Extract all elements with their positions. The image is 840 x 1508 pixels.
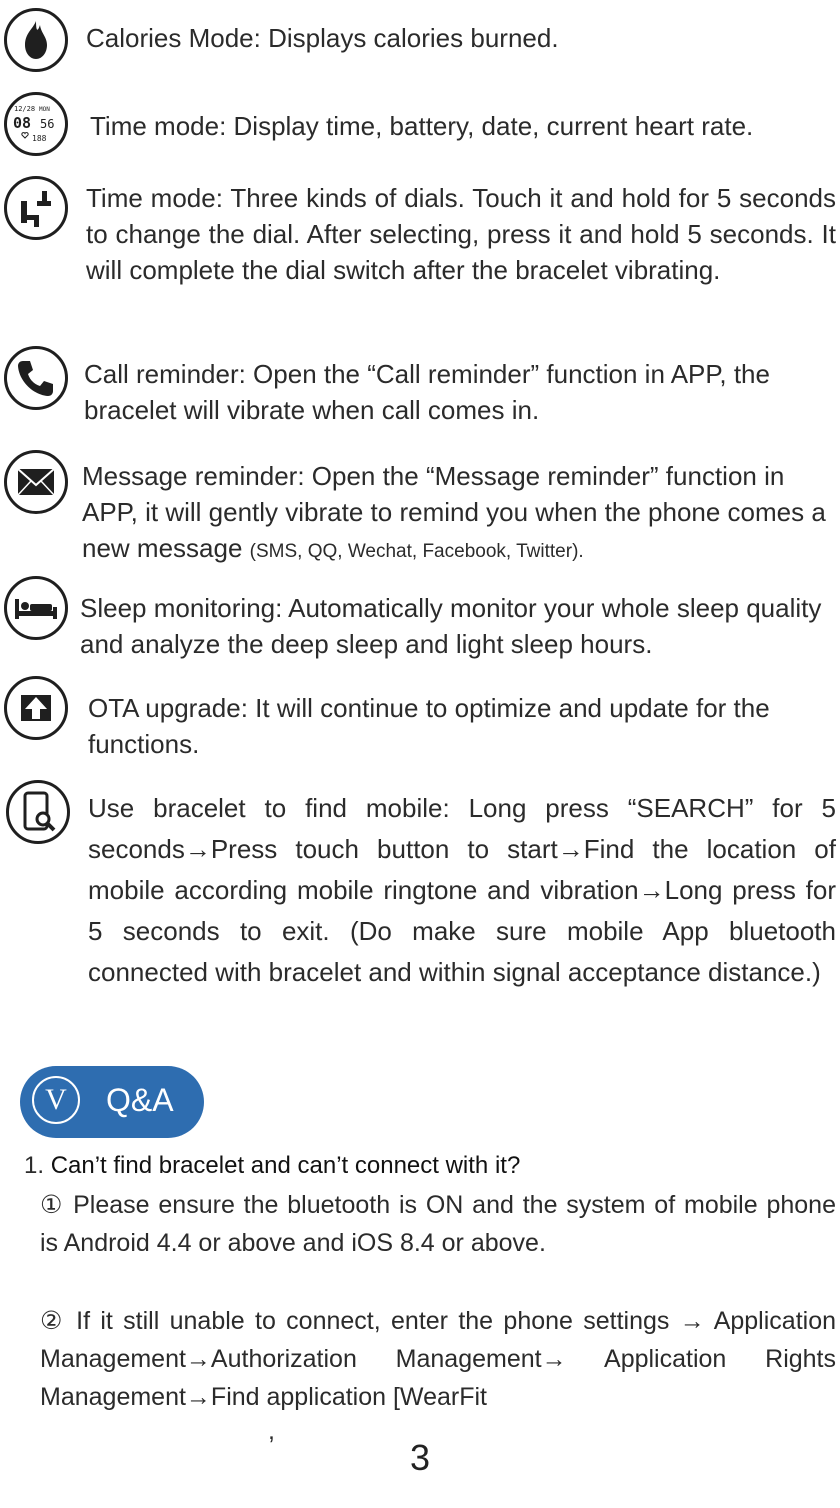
qa-answer-1: ① Please ensure the bluetooth is ON and the system of mobile phone is Android 4.4 or above and iOS 8.4 or above. bbox=[40, 1191, 836, 1257]
watch-hours: 08 bbox=[13, 114, 32, 132]
feature-text: Use bracelet to find mobile: Long press “SEARCH” for 5 seconds→Press touch button to start→Find the location of mobile according mobile ringtone and vibration→Long press for 5 seconds to exit. (Do make sure mobile App bluetooth connected with bracelet and within signal acceptance distance.) bbox=[88, 793, 836, 987]
sleep-bed-icon bbox=[4, 576, 68, 640]
upload-icon bbox=[4, 676, 68, 740]
stray-comma: , bbox=[268, 1417, 275, 1445]
watch-face-icon bbox=[4, 92, 68, 156]
envelope-icon bbox=[4, 450, 68, 514]
watch-heart-rate: 188 bbox=[32, 134, 47, 143]
qa-badge-letter: V bbox=[32, 1076, 80, 1124]
feature-text: Calories Mode: Displays calories burned. bbox=[86, 23, 559, 53]
question-number: 1. bbox=[24, 1152, 45, 1179]
qa-question bbox=[24, 1150, 520, 1182]
watch-weekday: MON bbox=[39, 106, 50, 113]
feature-text: Time mode: Three kinds of dials. Touch it and hold for 5 seconds to change the dial. After selecting, press it and hold 5 seconds. It will complete the dial switch after the bracelet vibrating. bbox=[86, 183, 836, 285]
phone-call-icon bbox=[4, 346, 68, 410]
find-phone-icon bbox=[6, 780, 70, 844]
qa-badge bbox=[20, 1066, 204, 1138]
feature-text: Call reminder: Open the “Call reminder” function in APP, the bracelet will vibrate when call comes in. bbox=[84, 359, 770, 425]
feature-text: Time mode: Display time, battery, date, current heart rate. bbox=[90, 111, 754, 141]
dial-switch-icon bbox=[4, 176, 68, 240]
watch-minutes: 56 bbox=[40, 117, 55, 131]
watch-date: 12/28 bbox=[14, 105, 36, 113]
question-text: Can’t find bracelet and can’t connect with it? bbox=[50, 1152, 521, 1179]
calories-icon bbox=[4, 8, 68, 72]
feature-text: Sleep monitoring: Automatically monitor your whole sleep quality and analyze the deep sleep and light sleep hours. bbox=[80, 593, 822, 659]
qa-answer-2: ② If it still unable to connect, enter the phone settings → Application Management→Authorization Management→ Application Rights Management→Find application [WearFit bbox=[40, 1307, 836, 1411]
page-number: 3 bbox=[409, 1437, 431, 1478]
message-reminder-text: Message reminder: Open the “Message reminder” function in APP, it will gently vibrate to remind you when the phone comes a new message bbox=[82, 461, 826, 563]
qa-badge-label: Q&A bbox=[106, 1082, 174, 1118]
feature-text bbox=[82, 458, 836, 570]
feature-text: OTA upgrade: It will continue to optimize and update for the functions. bbox=[88, 693, 770, 759]
message-apps-note: (SMS, QQ, Wechat, Facebook, Twitter). bbox=[249, 541, 584, 562]
